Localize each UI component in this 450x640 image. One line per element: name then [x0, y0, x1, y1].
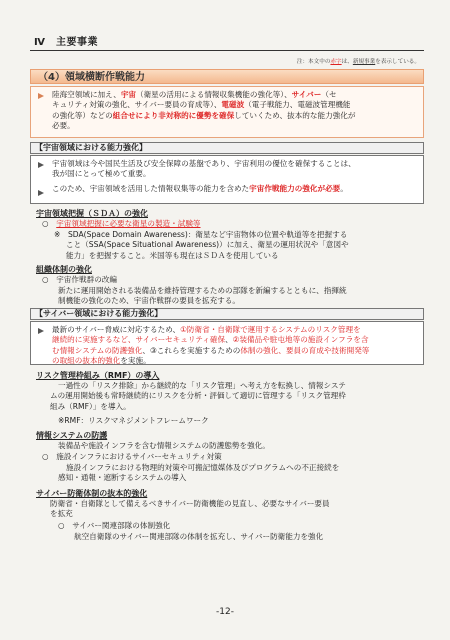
org-title: 組織体制の強化	[36, 265, 92, 274]
infosys-title: 情報システムの防護	[36, 431, 108, 440]
circle-bullet-icon: ○	[42, 275, 49, 284]
rmf-title: リスク管理枠組み（RMF）の導入	[36, 371, 160, 380]
space-section-header: 【宇宙領域における能力強化】	[30, 142, 424, 154]
triangle-bullet-icon	[38, 190, 44, 196]
cdf-title: サイバー防衛体制の抜本的強化	[36, 489, 148, 498]
ssa-note: ※ SDA(Space Domain Awareness)：衛星など宇宙物体の位置や軌道等を把握する こと（SSA(Space Situational Awareness)）に加え、衛星の運用状況や「意図や 能力」を把握すること。米国等も現在はＳＤＡを使用している	[54, 230, 349, 260]
ssa-title: 宇宙領域把握（ＳＤＡ）の強化	[36, 209, 148, 218]
circle-bullet-icon: ○	[42, 452, 49, 461]
triangle-bullet-icon	[38, 162, 44, 168]
space-intro-box	[30, 155, 424, 204]
chapter-rule	[30, 50, 424, 51]
summary-box	[30, 86, 424, 138]
summary-text: 陸海空領域に加え、宇宙（衛星の活用による情報収集機能の強化等）、サイバー（セ キュリティ対策の強化、サイバー要員の育成等）、電磁波（電子戦能力、電磁波管理機能 の強化等）などの組合せにより非対称的に優勢を確保していくため、抜本的な能力強化が 必要。	[52, 90, 356, 131]
infra-text: 施設インフラにおける物理的対策や可搬記憶媒体及びプログラムへの不正接続を 感知・通報・遮断するシステムの導入	[58, 463, 340, 483]
legend-note: 注：本文中の赤字は、新規事業を表示している。	[296, 59, 420, 65]
page-number: -12-	[216, 607, 234, 617]
cyber-section-header: 【サイバー領域における能力強化】	[30, 308, 424, 320]
rmf-text: 一過性の「リスク排除」から継続的な「リスク管理」へ考え方を転換し、情報システ ムの運用開始後も常時継続的にリスクを分析・評価して適切に管理する「リスク管理枠 組み（RMF）」を導入。	[50, 381, 346, 411]
cyber-intro-text: 最新のサイバー脅威に対応するため、①防衛省・自衛隊で運用するシステムのリスク管理を 継続的に実施するなど、サイバーセキュリティ確保、②装備品や駐屯地等の施設インフラを含 む情報システムの防護強化、③これらを実施するための体制の強化、要員の育成や技術開発等 の取組の抜本的強化を実施。	[52, 325, 370, 366]
cdf-text: 防衛省・自衛隊として備えるべきサイバー防衛機能の見直し、必要なサイバー要員 を拡充	[50, 499, 330, 519]
section-title: （4）領域横断作戦能力	[38, 72, 145, 83]
space-intro-text: 宇宙領域は今や国民生活及び安全保障の基盤であり、宇宙利用の優位を確保することは、 我が国にとって極めて重要。	[52, 159, 356, 179]
cdf-item: ○ サイバー関連部隊の体制強化	[58, 521, 171, 530]
infra-item: ○ 施設インフラにおけるサイバーセキュリティ対策	[42, 452, 222, 461]
circle-bullet-icon: ○	[42, 219, 49, 228]
infosys-text: 装備品や施設インフラを含む情報システムの防護態勢を強化。	[58, 441, 270, 450]
triangle-bullet-icon	[38, 93, 44, 99]
cdf-item-text: 航空自衛隊のサイバー関連部隊の体制を拡充し、サイバー防衛能力を強化	[74, 532, 324, 541]
space-intro-text-2: このため、宇宙領域を活用した情報収集等の能力を含めた宇宙作戦能力の強化が必要。	[52, 183, 348, 193]
ssa-item: ○ 宇宙領域把握に必要な衛星の製造・試験等	[42, 219, 201, 228]
section-banner	[30, 69, 424, 84]
rmf-note: ※RMF：リスクマネジメントフレームワーク	[58, 416, 209, 425]
triangle-bullet-icon	[38, 328, 44, 334]
cyber-intro-box	[30, 321, 424, 365]
chapter-title: Ⅳ 主要事業	[34, 37, 98, 48]
circle-bullet-icon: ○	[58, 521, 65, 530]
org-item: ○ 宇宙作戦群の改編	[42, 275, 117, 284]
org-text: 新たに運用開始される装備品を維持管理するための部隊を新編するとともに、指揮統 制機能の強化のため、宇宙作戦群の要員を拡充する。	[58, 286, 347, 306]
